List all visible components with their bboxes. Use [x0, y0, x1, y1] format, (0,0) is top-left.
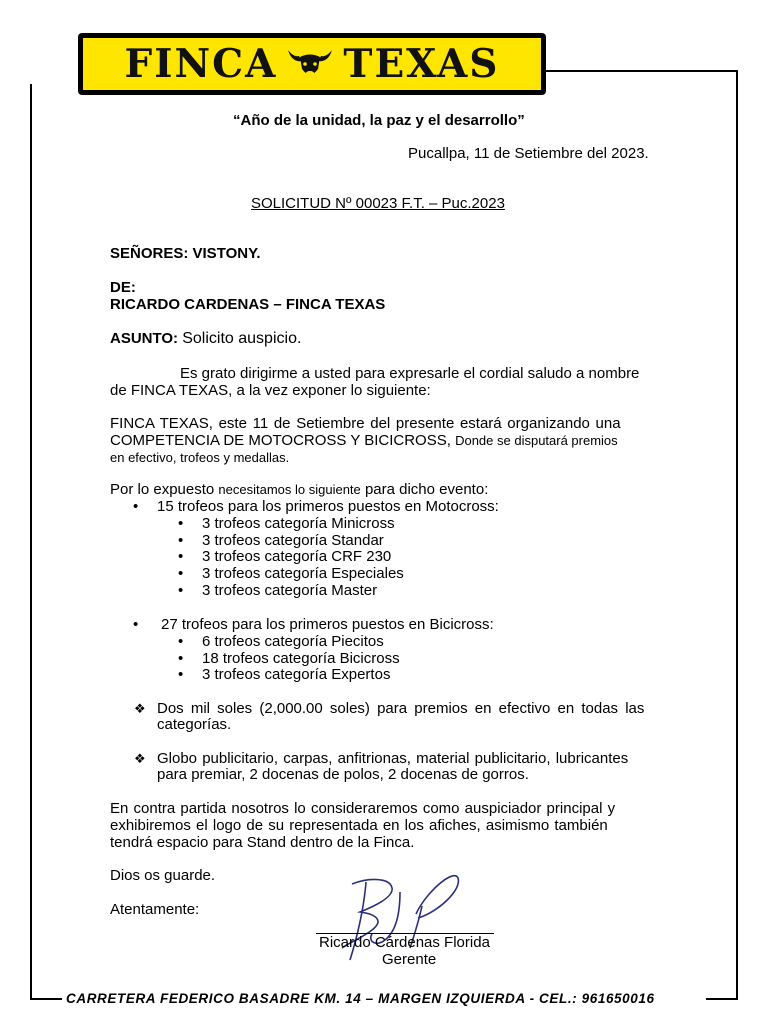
- para3-line3: tendrá espacio para Stand dentro de la Finca.: [110, 834, 415, 851]
- para2-line2-caps: COMPETENCIA DE MOTOCROSS Y BICICROSS,: [110, 432, 451, 449]
- logo-word-texas: TEXAS: [343, 41, 500, 87]
- para1-line2: de FINCA TEXAS, a la vez exponer lo siguiente:: [110, 382, 431, 399]
- logo-word-finca: FINCA: [124, 41, 278, 87]
- bullet-icon: •: [178, 565, 184, 582]
- frame-bottom-left-line: [30, 998, 62, 1000]
- cash-prize-line1: [157, 700, 657, 717]
- frame-top-line: [545, 70, 738, 72]
- motocross-title: 15 trofeos para los primeros puestos en Motocross:: [157, 498, 499, 515]
- intro-part-a: Por lo expuesto: [110, 481, 215, 498]
- solicitud-number: SOLICITUD Nº 00023 F.T. – Puc.2023: [251, 195, 505, 212]
- from-value: RICARDO CARDENAS – FINCA TEXAS: [110, 296, 386, 313]
- date-line: Pucallpa, 11 de Setiembre del 2023.: [408, 145, 649, 162]
- intro-part-c: para dicho evento:: [364, 481, 489, 498]
- motocross-item: 3 trofeos categoría Especiales: [202, 565, 404, 582]
- para2-line1-text: FINCA TEXAS, este 11 de Setiembre del presente estará organizando una: [110, 415, 621, 432]
- para3-line2-text: exhibiremos el logo de su representada en los afiches, asimismo también: [110, 817, 608, 834]
- bullet-icon: •: [178, 582, 184, 599]
- bullet-icon: •: [178, 666, 184, 683]
- materials-text: Globo publicitario, carpas, anfitrionas, material publicitario, lubricantes: [157, 750, 629, 767]
- subject-value: Solicito auspicio.: [182, 330, 302, 347]
- para3-line2: [110, 817, 608, 834]
- footer-address: CARRETERA FEDERICO BASADRE KM. 14 – MARGEN IZQUIERDA - CEL.: 961650016: [66, 991, 655, 1006]
- motto: “Año de la unidad, la paz y el desarrollo”: [233, 112, 525, 129]
- subject-line: [110, 330, 301, 347]
- frame-left-line: [30, 84, 32, 1000]
- para3-line1-text: En contra partida nosotros lo consideraremos como auspiciador principal y: [110, 800, 616, 817]
- signer-title: Gerente: [382, 951, 437, 968]
- motocross-item: 3 trofeos categoría Minicross: [202, 515, 395, 532]
- signer-name: Ricardo Cárdenas Florida: [319, 934, 490, 951]
- frame-right-line: [736, 70, 738, 1000]
- subject-label: ASUNTO:: [110, 330, 179, 347]
- para2-line3: en efectivo, trofeos y medallas.: [110, 450, 290, 465]
- cash-prize-line2: categorías.: [157, 716, 232, 733]
- para2-line2-rest: Donde se disputará premios: [455, 433, 618, 448]
- frame-bottom-right-line: [706, 998, 738, 1000]
- motocross-item: 3 trofeos categoría Standar: [202, 532, 384, 549]
- recipient: SEÑORES: VISTONY.: [110, 245, 261, 262]
- bullet-icon: •: [178, 650, 184, 667]
- para2-line2: [110, 432, 618, 449]
- para1-line1: Es grato dirigirme a usted para expresarle el cordial saludo a nombre: [180, 365, 640, 382]
- bicicross-item: 6 trofeos categoría Piecitos: [202, 633, 384, 650]
- bicicross-item: 3 trofeos categoría Expertos: [202, 666, 391, 683]
- bicicross-title: 27 trofeos para los primeros puestos en Bicicross:: [161, 616, 494, 633]
- bullet-icon: •: [178, 532, 184, 549]
- motocross-item: 3 trofeos categoría CRF 230: [202, 548, 392, 565]
- closing-dios: Dios os guarde.: [110, 867, 216, 884]
- bullet-icon: •: [133, 616, 139, 633]
- motocross-item: 3 trofeos categoría Master: [202, 582, 378, 599]
- closing-atentamente: Atentamente:: [110, 901, 200, 918]
- para3-line1: [110, 800, 615, 817]
- from-label: DE:: [110, 279, 136, 296]
- diamond-bullet-icon: ❖: [134, 751, 146, 766]
- bullet-icon: •: [178, 633, 184, 650]
- para2-line1: [110, 415, 657, 432]
- requirements-intro: [110, 481, 488, 498]
- cash-prize-text: Dos mil soles (2,000.00 soles) para premios en efectivo en todas las: [157, 700, 645, 717]
- bullet-icon: •: [133, 498, 139, 515]
- materials-line1: [157, 750, 628, 767]
- bull-head-icon: [285, 42, 335, 87]
- bicicross-item: 18 trofeos categoría Bicicross: [202, 650, 400, 667]
- diamond-bullet-icon: ❖: [134, 701, 146, 716]
- materials-line2: para premiar, 2 docenas de polos, 2 docenas de gorros.: [157, 766, 529, 783]
- bullet-icon: •: [178, 548, 184, 565]
- bullet-icon: •: [178, 515, 184, 532]
- intro-part-b: necesitamos lo siguiente: [218, 482, 361, 497]
- finca-texas-logo: [78, 33, 546, 95]
